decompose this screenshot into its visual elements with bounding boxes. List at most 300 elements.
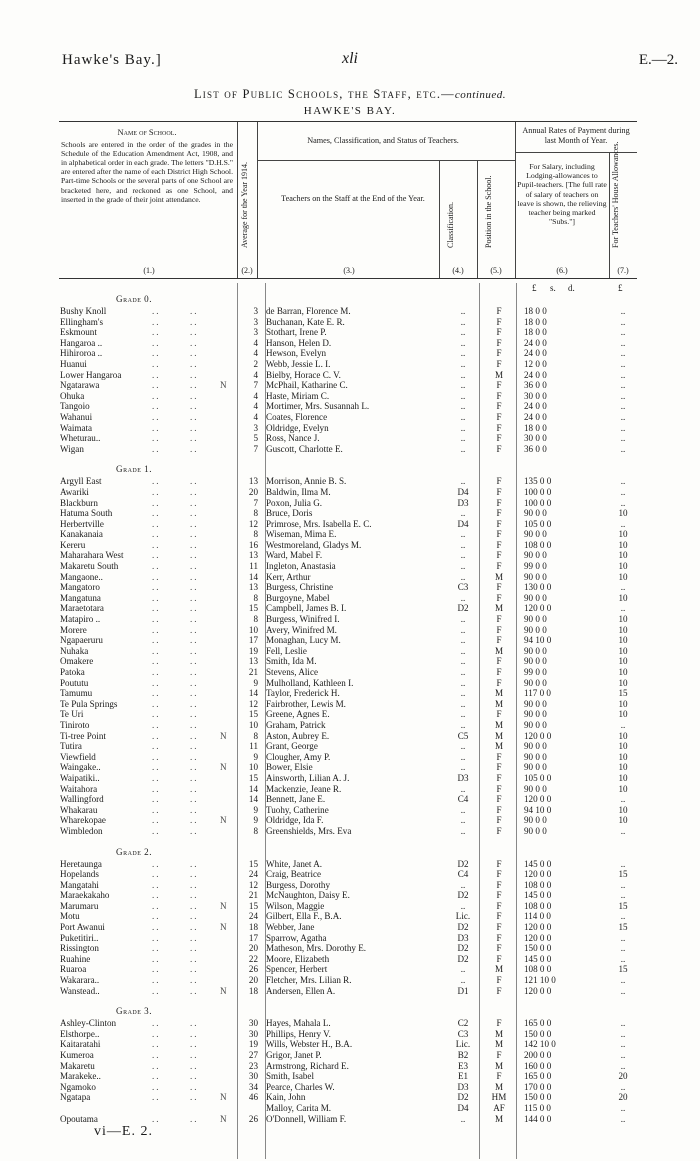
school-name: Wharekopae <box>60 815 106 826</box>
average-attendance: 14 <box>248 783 258 794</box>
table-row: .. .. Hopelands Craig, Beatrice C4 F 120 0 0 15 24 <box>60 869 640 880</box>
classification: .. <box>460 529 466 540</box>
position: M <box>494 698 504 709</box>
salary: 120 0 0 <box>524 603 552 614</box>
position: F <box>496 932 502 943</box>
position: M <box>494 741 504 752</box>
salary: 90 0 0 <box>524 751 547 762</box>
house-allowance: 10 <box>618 508 628 519</box>
table-row: .. .. N Ti-tree Point Aston, Aubrey E. C5 M 120 0 0 10 8 <box>60 731 640 742</box>
teacher-name: Grant, George <box>266 741 318 752</box>
house-allowance: 10 <box>618 529 628 540</box>
position: F <box>496 539 502 550</box>
average-attendance: 3 <box>253 327 258 338</box>
table-row: .. .. Mangaone.. Kerr, Arthur .. M 90 0 0 10 14 <box>60 572 640 583</box>
house-allowance: .. <box>620 401 626 412</box>
position: F <box>496 911 502 922</box>
average-attendance: 20 <box>248 943 258 954</box>
average-attendance: 8 <box>253 614 258 625</box>
salary: 90 0 0 <box>524 571 547 582</box>
average-attendance: 3 <box>253 306 258 316</box>
position: F <box>496 316 502 327</box>
table-row: .. .. Wimbledon Greenshields, Mrs. Eva .. F 90 0 0 .. 8 <box>60 826 640 837</box>
house-allowance: .. <box>620 443 626 454</box>
salary: 36 0 0 <box>524 380 547 391</box>
classification: D3 <box>457 932 469 943</box>
salary: 150 0 0 <box>524 943 552 954</box>
classification: .. <box>460 688 466 699</box>
salary: 90 0 0 <box>524 592 547 603</box>
position: F <box>496 561 502 572</box>
classification: .. <box>460 508 466 519</box>
house-allowance: 10 <box>618 635 628 646</box>
average-attendance: 4 <box>253 369 258 380</box>
house-allowance: .. <box>620 1018 626 1029</box>
average-attendance: 10 <box>248 762 258 773</box>
teacher-name: Webb, Jessie L. I. <box>266 358 331 369</box>
salary: 90 0 0 <box>524 719 547 730</box>
school-name: Hihiroroa .. <box>60 348 103 359</box>
average-attendance: 8 <box>253 529 258 540</box>
salary: 94 10 0 <box>524 635 552 646</box>
house-allowance: 10 <box>618 804 628 815</box>
salary: 90 0 0 <box>524 783 547 794</box>
average-attendance: 12 <box>248 698 258 709</box>
school-name: Eskmount <box>60 327 97 338</box>
school-name: Ashley-Clinton <box>60 1018 117 1029</box>
house-allowance: 10 <box>618 645 628 656</box>
table-row: .. .. Waimata Oldridge, Evelyn .. F 18 0 0 .. 3 <box>60 423 640 434</box>
position: F <box>496 306 502 316</box>
house-allowance: 10 <box>618 614 628 625</box>
average-attendance: 17 <box>248 635 258 646</box>
house-allowance: 20 <box>618 1071 628 1082</box>
salary: 90 0 0 <box>524 762 547 773</box>
position: AF <box>493 1102 505 1113</box>
average-attendance: 8 <box>253 592 258 603</box>
salary: 117 0 0 <box>524 688 551 699</box>
teacher-name: White, Janet A. <box>266 858 323 869</box>
salary: 90 0 0 <box>524 815 547 826</box>
table-row: .. .. Patoka Stevens, Alice .. F 99 0 0 10 21 <box>60 667 640 678</box>
position: F <box>496 358 502 369</box>
salary: 90 0 0 <box>524 550 547 561</box>
teacher-name: Wills, Webster H., B.A. <box>266 1039 353 1050</box>
position: F <box>496 497 502 508</box>
classification: .. <box>460 348 466 359</box>
classification: D2 <box>457 1092 469 1103</box>
table-row: .. .. Ohuka Haste, Miriam C. .. F 30 0 0 .. 4 <box>60 391 640 402</box>
school-name: Marakeke.. <box>60 1071 101 1082</box>
house-allowance: .. <box>620 337 626 348</box>
teacher-name: Burgess, Dorothy <box>266 879 330 890</box>
table-row: .. .. N Wanstead.. Andersen, Ellen A. D1 F 120 0 0 .. 18 <box>60 986 640 997</box>
classification: .. <box>460 635 466 646</box>
school-name: Opoutama <box>60 1113 98 1124</box>
house-allowance: .. <box>620 433 626 444</box>
average-attendance: 15 <box>248 858 258 869</box>
classification: C3 <box>457 1028 469 1039</box>
table-row: .. .. Maraekakaho McNaughton, Daisy E. D2 F 145 0 0 .. 21 <box>60 890 640 901</box>
classification-head: Classification. <box>446 202 455 248</box>
house-allowance: .. <box>620 825 626 836</box>
position: F <box>496 1050 502 1060</box>
salary: 142 10 0 <box>524 1039 556 1050</box>
school-name: Elsthorpe.. <box>60 1028 100 1039</box>
house-allowance: 10 <box>618 698 628 709</box>
position: F <box>496 635 502 646</box>
position: F <box>496 433 502 444</box>
teacher-name: de Barran, Florence M. <box>266 306 351 316</box>
table-row: .. .. Motu Gilbert, Ella F., B.A. Lic. F 114 0 0 .. 24 <box>60 911 640 922</box>
average-attendance: 12 <box>248 879 258 890</box>
average-attendance: 24 <box>248 911 258 922</box>
school-name: Ngatapa <box>60 1092 91 1103</box>
table-row: .. .. Kanakanaia Wiseman, Mima E. .. F 90 0 0 10 8 <box>60 529 640 540</box>
position: F <box>496 1071 502 1082</box>
position: F <box>496 772 502 783</box>
house-allowance: 10 <box>618 751 628 762</box>
average-attendance: 15 <box>248 772 258 783</box>
school-name: Hopelands <box>60 869 99 880</box>
classification: .. <box>460 656 466 667</box>
table-row: .. .. N Ngatarawa McPhail, Katharine C. .. F 36 0 0 .. 7 <box>60 380 640 391</box>
position: M <box>494 369 504 380</box>
teacher-name: Monaghan, Lucy M. <box>266 635 341 646</box>
average-attendance: 19 <box>248 1039 258 1050</box>
grade-group <box>60 1005 640 1124</box>
position: F <box>496 815 502 826</box>
classification: .. <box>460 825 466 836</box>
average-attendance: 19 <box>248 645 258 656</box>
native-flag: N <box>220 380 227 391</box>
position: M <box>494 719 504 730</box>
house-allowance: .. <box>620 476 626 487</box>
native-flag: N <box>220 922 227 933</box>
school-name: Viewfield <box>60 751 96 762</box>
classification: B2 <box>457 1050 469 1060</box>
table-row: .. .. Wallingford Bennett, Jane E. C4 F 120 0 0 .. 14 <box>60 794 640 805</box>
teacher-name: Guscott, Charlotte E. <box>266 443 343 454</box>
salary: 36 0 0 <box>524 443 547 454</box>
salary: 145 0 0 <box>524 890 552 901</box>
house-allowance: .. <box>620 603 626 614</box>
house-allowance: .. <box>620 1050 626 1060</box>
teacher-name: Moore, Elizabeth <box>266 953 330 964</box>
classification: .. <box>460 709 466 720</box>
teacher-name: Fletcher, Mrs. Lilian R. <box>266 975 352 986</box>
salary: 120 0 0 <box>524 869 552 880</box>
average-attendance: 4 <box>253 337 258 348</box>
classification: .. <box>460 433 466 444</box>
native-flag: N <box>220 815 227 826</box>
position: F <box>496 656 502 667</box>
average-attendance: 18 <box>248 985 258 996</box>
table-row: .. .. Kumeroa Grigor, Janet P. B2 F 200 0 0 .. 27 <box>60 1050 640 1061</box>
teacher-name: Primrose, Mrs. Isabella E. C. <box>266 518 372 529</box>
page-number: xli <box>342 50 358 67</box>
school-name: Motu <box>60 911 80 922</box>
teacher-name: Webber, Jane <box>266 922 315 933</box>
classification: Lic. <box>455 911 471 922</box>
teacher-name: Hanson, Helen D. <box>266 337 332 348</box>
position: M <box>494 1113 504 1124</box>
teacher-name: Burgess, Winifred I. <box>266 614 340 625</box>
house-allowance: .. <box>620 1028 626 1039</box>
teacher-name: Ross, Nance J. <box>266 433 320 444</box>
position: F <box>496 592 502 603</box>
classification: .. <box>460 401 466 412</box>
classification: .. <box>460 369 466 380</box>
teacher-name: Buchanan, Kate E. R. <box>266 316 345 327</box>
school-name: Tutira <box>60 741 82 752</box>
table-row: .. .. Ashley-Clinton Hayes, Mahala L. C2 F 165 0 0 .. 30 <box>60 1018 640 1029</box>
table-row: .. .. N Opoutama O'Donnell, William F. .. M 144 0 0 .. 26 <box>60 1114 640 1125</box>
position: M <box>494 1028 504 1039</box>
house-allowance: .. <box>620 953 626 964</box>
salary: 108 0 0 <box>524 539 552 550</box>
salary: 24 0 0 <box>524 411 547 422</box>
house-allowance: .. <box>620 911 626 922</box>
table-row: .. .. Ruahine Moore, Elizabeth D2 F 145 0 0 .. 22 <box>60 954 640 965</box>
table-row <box>60 1103 640 1114</box>
average-attendance: 13 <box>248 476 258 487</box>
average-attendance: 2 <box>253 358 258 369</box>
teacher-name: Haste, Miriam C. <box>266 390 330 401</box>
house-allowance: 10 <box>618 571 628 582</box>
salary: 160 0 0 <box>524 1060 552 1071</box>
school-name: Waipatiki.. <box>60 772 100 783</box>
teachers-head: Teachers on the Staff at the End of the Year. <box>281 194 425 203</box>
classification: E3 <box>457 1060 469 1071</box>
position: F <box>496 869 502 880</box>
salary: 108 0 0 <box>524 900 552 911</box>
table-row: .. .. Lower Hangaroa Bielby, Horace C. V. .. M 24 0 0 .. 4 <box>60 370 640 381</box>
salary: 165 0 0 <box>524 1018 552 1029</box>
position: F <box>496 804 502 815</box>
position: M <box>494 645 504 656</box>
teacher-name: Poxon, Julia G. <box>266 497 323 508</box>
house-allowance: 15 <box>618 900 628 911</box>
classification: .. <box>460 327 466 338</box>
average-attendance: 3 <box>253 422 258 433</box>
average-attendance: 23 <box>248 1060 258 1071</box>
house-allowance: .. <box>620 719 626 730</box>
teacher-name: Baldwin, Ilma M. <box>266 486 331 497</box>
table-row: .. .. Mangatoro Burgess, Christine C3 F 130 0 0 .. 13 <box>60 582 640 593</box>
classification: .. <box>460 539 466 550</box>
native-flag: N <box>220 762 227 773</box>
table-row: .. .. Tangoio Mortimer, Mrs. Susannah L. .. F 24 0 0 .. 4 <box>60 401 640 412</box>
house-allowance: .. <box>620 858 626 869</box>
classification: .. <box>460 592 466 603</box>
grade-title: Grade 3. <box>116 1006 152 1017</box>
classification: .. <box>460 337 466 348</box>
grade-title: Grade 2. <box>116 846 152 857</box>
school-name: Rissington <box>60 943 99 954</box>
table-row: .. .. Heretaunga White, Janet A. D2 F 145 0 0 .. 15 <box>60 859 640 870</box>
table-row: .. .. Wigan Guscott, Charlotte E. .. F 36 0 0 .. 7 <box>60 444 640 455</box>
column-headers: Name of School. Schools are entered in the order of the grades in the Schedule of the Education Amendment Act, 1908, and in alphabetical order in each grade. The letters "D.H.S." are entered after the name of each District High School. Part-time Schools or the several parts of one School are bracketed here, and reckoned as one School, and inserted in the grade of their joint attendance. Average for the Year 1914. Names, Classification, and Status of Teachers. Teachers on the Staff at the End of the Year. Classification. Position in the School. Annual Rates of Payment during last Month of Year. For Salary, including Lodging-allowances to Pupil-teachers. [The full rate of salary of teachers on leave is shown, the relieving teacher being marked "Subs."] For Teachers' House Allowances. (1.) (2.) (3.) (4.) (5.) (6.) (7.) <box>59 121 637 279</box>
average-head: Average for the Year 1914. <box>240 161 249 248</box>
school-name: Ti-tree Point <box>60 730 106 741</box>
teacher-name: Ainsworth, Lilian A. J. <box>266 772 350 783</box>
average-attendance: 14 <box>248 571 258 582</box>
salary: 24 0 0 <box>524 337 547 348</box>
house-allowance: .. <box>620 1113 626 1124</box>
grade-group <box>60 463 640 836</box>
average-attendance: 8 <box>253 730 258 741</box>
school-name: Mangatahi <box>60 879 99 890</box>
house-allowance: 10 <box>618 561 628 572</box>
school-name: Marumaru <box>60 900 99 911</box>
position: F <box>496 529 502 540</box>
salary: 165 0 0 <box>524 1071 552 1082</box>
teacher-name: Smith, Isabel <box>266 1071 314 1082</box>
classification: .. <box>460 358 466 369</box>
teacher-name: Avery, Winifred M. <box>266 624 337 635</box>
house-allowance: 10 <box>618 709 628 720</box>
classification: .. <box>460 698 466 709</box>
school-name: Ohuka <box>60 390 85 401</box>
school-name: Waitahora <box>60 783 98 794</box>
house-allowance: .. <box>620 306 626 316</box>
salary: 24 0 0 <box>524 348 547 359</box>
teacher-name: Phillips, Henry V. <box>266 1028 331 1039</box>
native-flag: N <box>220 1092 227 1103</box>
house-allowance: 10 <box>618 550 628 561</box>
salary: 99 0 0 <box>524 667 547 677</box>
classification: .. <box>460 306 466 316</box>
teacher-name: Pearce, Charles W. <box>266 1081 335 1092</box>
table-body <box>60 283 640 1124</box>
position: M <box>494 1060 504 1071</box>
position: F <box>496 858 502 869</box>
school-name: Ruaroa <box>60 964 87 975</box>
running-head-right: E.—2. <box>638 52 678 68</box>
position: F <box>496 582 502 593</box>
teacher-name: Taylor, Frederick H. <box>266 688 340 699</box>
classification: .. <box>460 804 466 815</box>
classification: D2 <box>457 858 469 869</box>
teacher-name: Graham, Patrick <box>266 719 326 730</box>
table-row: .. .. Nuhaka Fell, Leslie .. M 90 0 0 10 19 <box>60 646 640 657</box>
house-allowance: 15 <box>618 869 628 880</box>
position: F <box>496 508 502 519</box>
classification: D2 <box>457 953 469 964</box>
table-row: .. .. Mangatuna Burgoyne, Mabel .. F 90 0 0 10 8 <box>60 593 640 604</box>
average-attendance: 11 <box>249 741 258 752</box>
teacher-name: Burgoyne, Mabel <box>266 592 330 603</box>
teacher-name: Fairbrother, Lewis M. <box>266 698 346 709</box>
position: F <box>496 751 502 762</box>
teacher-name: Mackenzie, Jeane R. <box>266 783 342 794</box>
classification: C2 <box>457 1018 469 1029</box>
teacher-name: Westmoreland, Gladys M. <box>266 539 362 550</box>
salary: 18 0 0 <box>524 422 547 433</box>
table-row: .. .. Waipatiki.. Ainsworth, Lilian A. J. D3 F 105 0 0 10 15 <box>60 773 640 784</box>
house-allowance: 15 <box>618 922 628 933</box>
average-attendance: 4 <box>253 348 258 359</box>
teacher-name: Hayes, Mahala L. <box>266 1018 331 1029</box>
house-allowance: .. <box>620 358 626 369</box>
house-allowance: .. <box>620 369 626 380</box>
average-attendance: 10 <box>248 719 258 730</box>
teacher-name: Tuohy, Catherine <box>266 804 329 815</box>
school-name: Mangatoro <box>60 582 100 593</box>
position: F <box>496 624 502 635</box>
position: F <box>496 900 502 911</box>
average-attendance: 14 <box>248 794 258 805</box>
grade-title: Grade 0. <box>116 294 152 304</box>
position: F <box>496 783 502 794</box>
native-flag: N <box>220 1113 227 1124</box>
classification: D3 <box>457 1081 469 1092</box>
school-name: Nuhaka <box>60 645 89 656</box>
house-allowance: .. <box>620 890 626 901</box>
native-flag: N <box>220 985 227 996</box>
school-name: Ruahine <box>60 953 91 964</box>
house-allowance: 10 <box>618 815 628 826</box>
salary: 90 0 0 <box>524 614 547 625</box>
school-name: Kaitaratahi <box>60 1039 101 1050</box>
table-row: .. .. N Waingake.. Bower, Elsie .. F 90 0 0 10 10 <box>60 762 640 773</box>
classification: .. <box>460 443 466 454</box>
classification: .. <box>460 422 466 433</box>
salary-head: For Salary, including Lodging-allowances to Pupil-teachers. [The full rate of salary of teachers on leave is shown, the relieving teacher being marked "Subs."] <box>517 162 607 227</box>
classification: .. <box>460 677 466 688</box>
teacher-name: Burgess, Christine <box>266 582 334 593</box>
salary: 130 0 0 <box>524 582 552 593</box>
teacher-name: Oldridge, Ida F. <box>266 815 324 826</box>
school-name: Puketitiri.. <box>60 932 99 943</box>
table-row: .. .. Eskmount Stothart, Irene P. .. F 18 0 0 .. 3 <box>60 327 640 338</box>
classification: .. <box>460 783 466 794</box>
position: M <box>494 964 504 975</box>
classification: .. <box>460 390 466 401</box>
house-allowance: .. <box>620 411 626 422</box>
average-attendance: 15 <box>248 900 258 911</box>
salary: 200 0 0 <box>524 1050 552 1060</box>
average-attendance: 10 <box>248 624 258 635</box>
position: F <box>496 476 502 487</box>
classification: .. <box>460 614 466 625</box>
table-row: .. .. Te Pula Springs Fairbrother, Lewis M. .. M 90 0 0 10 12 <box>60 699 640 710</box>
classification: .. <box>460 900 466 911</box>
house-allowance: 20 <box>618 1092 628 1103</box>
grade-title: Grade 1. <box>116 464 152 475</box>
house-allowance: .. <box>620 943 626 954</box>
teacher-name: Oldridge, Evelyn <box>266 422 329 433</box>
annual-rates-head: Annual Rates of Payment during last Month of Year. <box>522 126 630 145</box>
teacher-name: Ingleton, Anastasia <box>266 561 336 572</box>
house-allowance: 15 <box>618 688 628 699</box>
classification: .. <box>460 411 466 422</box>
average-attendance: 18 <box>248 922 258 933</box>
teacher-name: Mortimer, Mrs. Susannah L. <box>266 401 370 412</box>
school-name: Te Pula Springs <box>60 698 118 709</box>
teacher-name: McNaughton, Daisy E. <box>266 890 350 901</box>
table-row: .. .. Wahanui Coates, Florence .. F 24 0 0 .. 4 <box>60 412 640 423</box>
table-row: .. .. Wakarara.. Fletcher, Mrs. Lilian R. .. F 121 10 0 .. 20 <box>60 975 640 986</box>
average-attendance: 22 <box>248 953 258 964</box>
school-name: Mangatuna <box>60 592 101 603</box>
house-allowance-head: For Teachers' House Allowances. <box>611 141 620 248</box>
average-attendance: 26 <box>248 964 258 975</box>
position: HM <box>491 1092 507 1103</box>
house-allowance: 10 <box>618 741 628 752</box>
table-row: .. .. Ellingham's Buchanan, Kate E. R. .. F 18 0 0 .. 3 <box>60 317 640 328</box>
